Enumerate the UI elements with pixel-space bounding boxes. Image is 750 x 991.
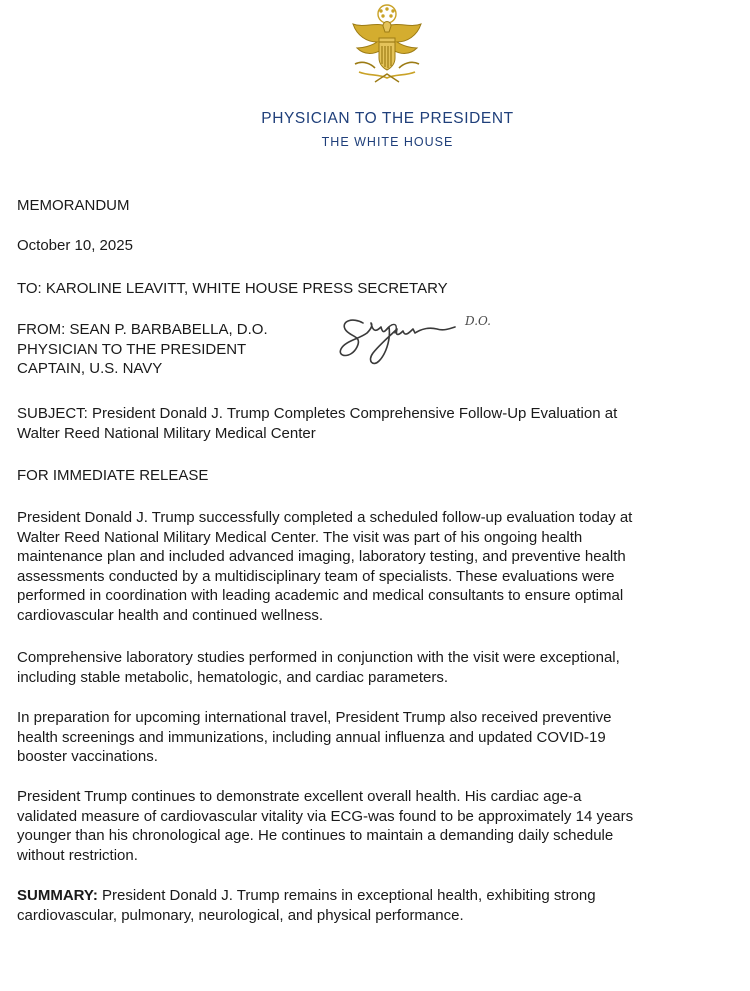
summary-label: SUMMARY: bbox=[17, 887, 98, 904]
summary-paragraph bbox=[17, 886, 729, 925]
paragraph-line: including stable metabolic, hematologic, and cardiac parameters. bbox=[17, 668, 449, 686]
paragraph-line: performed in coordination with leading academic and medical consultants to ensure optimal bbox=[17, 587, 624, 604]
paragraph-line: Walter Reed National Military Medical Center. The visit was part of his ongoing health bbox=[17, 528, 583, 546]
paragraph-line: younger than his chronological age. He continues to maintain a demanding daily schedule bbox=[17, 827, 614, 844]
paragraph-line: health screenings and immunizations, including annual influenza and updated COVID-19 bbox=[17, 728, 606, 746]
paragraph-line: validated measure of cardiovascular vitality via ECG-was found to be approximately 14 years bbox=[17, 807, 634, 825]
memo-subject-line: Walter Reed National Military Medical Center bbox=[17, 424, 316, 442]
memo-from-rank: CAPTAIN, U.S. NAVY bbox=[17, 360, 163, 377]
signature-suffix: D.O. bbox=[465, 314, 491, 328]
presidential-seal-icon bbox=[345, 2, 429, 86]
summary-line bbox=[17, 886, 729, 906]
paragraph-immunizations bbox=[17, 708, 729, 767]
memo-from-title: PHYSICIAN TO THE PRESIDENT bbox=[17, 340, 247, 358]
paragraph-line: without restriction. bbox=[17, 846, 138, 864]
paragraph-line: assessments conducted by a multidisciplinary team of specialists. These evaluations were bbox=[17, 567, 615, 585]
memo-from-line: FROM: SEAN P. BARBABELLA, D.O. bbox=[17, 321, 268, 338]
memo-to-line: TO: KAROLINE LEAVITT, WHITE HOUSE PRESS SECRETARY bbox=[17, 280, 448, 297]
summary-line: cardiovascular, pulmonary, neurological, and physical performance. bbox=[17, 906, 464, 924]
letterhead-title: PHYSICIAN TO THE PRESIDENT bbox=[261, 110, 514, 127]
letterhead-subtitle: THE WHITE HOUSE bbox=[321, 135, 454, 149]
paragraph-line: President Trump continues to demonstrate excellent overall health. His cardiac age-a bbox=[17, 788, 582, 805]
paragraph-evaluation bbox=[17, 508, 729, 625]
memo-date: October 10, 2025 bbox=[17, 237, 133, 254]
paragraph-line: cardiovascular health and continued wellness. bbox=[17, 606, 324, 624]
paragraph-line: maintenance plan and included advanced imaging, laboratory testing, and preventive health bbox=[17, 548, 626, 565]
memo-subject bbox=[17, 404, 729, 443]
paragraph-line: In preparation for upcoming international travel, President Trump also received preventive bbox=[17, 709, 612, 726]
paragraph-laboratory bbox=[17, 648, 729, 687]
memo-label: MEMORANDUM bbox=[17, 197, 130, 214]
summary-text: President Donald J. Trump remains in exceptional health, exhibiting strong bbox=[97, 887, 596, 904]
paragraph-line: President Donald J. Trump successfully completed a scheduled follow-up evaluation today at bbox=[17, 509, 633, 526]
memo-subject-line: SUBJECT: President Donald J. Trump Completes Comprehensive Follow-Up Evaluation at bbox=[17, 405, 618, 422]
paragraph-line: Comprehensive laboratory studies performed in conjunction with the visit were exceptional, bbox=[17, 649, 620, 666]
release-notice: FOR IMMEDIATE RELEASE bbox=[17, 467, 209, 484]
paragraph-cardiac-age bbox=[17, 787, 729, 865]
paragraph-line: booster vaccinations. bbox=[17, 748, 158, 765]
